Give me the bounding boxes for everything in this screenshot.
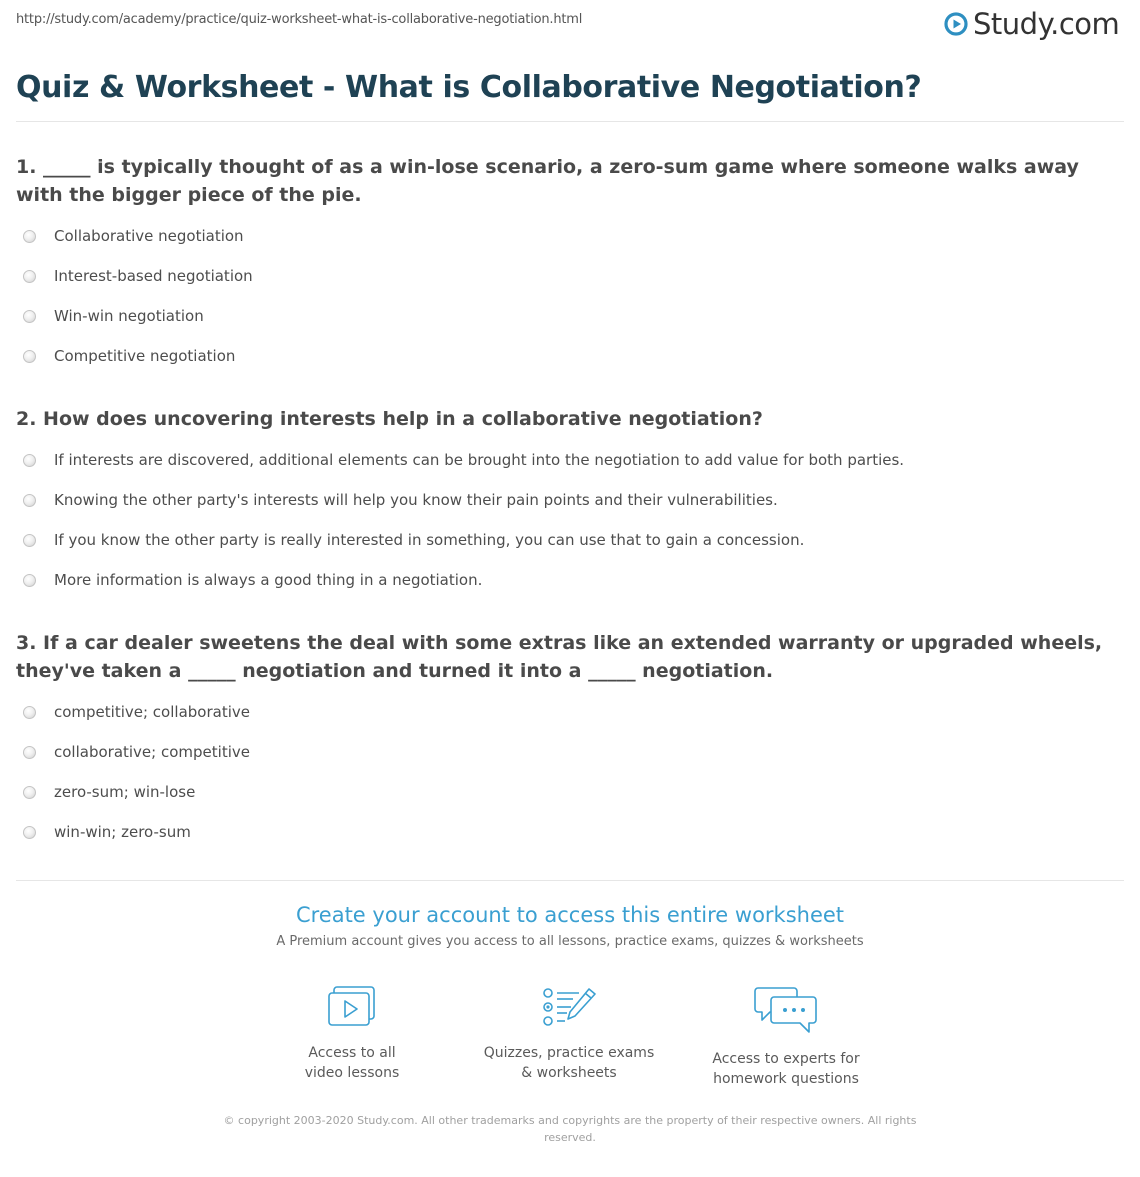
- answer-label: More information is always a good thing in a negotiation.: [54, 571, 483, 589]
- radio-button[interactable]: [23, 534, 36, 547]
- answer-label: Knowing the other party's interests will help you know their pain points and their vulnerabilities.: [54, 491, 778, 509]
- quiz-checklist-icon: [541, 985, 597, 1029]
- question-3: 3. If a car dealer sweetens the deal with some extras like an extended warranty or upgraded wheels, they've taken a _____ negotiation and turned it into a _____ negotiation.: [16, 632, 1103, 682]
- answer-label: Collaborative negotiation: [54, 227, 244, 245]
- answer-option[interactable]: [16, 520, 904, 560]
- answer-label: competitive; collaborative: [54, 703, 250, 721]
- answer-label: zero-sum; win-lose: [54, 783, 196, 801]
- answer-option[interactable]: [16, 336, 253, 376]
- page-title: Quiz & Worksheet - What is Collaborative Negotiation?: [16, 70, 922, 105]
- study-logo[interactable]: [944, 6, 1119, 42]
- radio-button[interactable]: [23, 454, 36, 467]
- answer-label: collaborative; competitive: [54, 743, 250, 761]
- radio-button[interactable]: [23, 230, 36, 243]
- answer-option[interactable]: [16, 812, 250, 852]
- feature-quizzes: [469, 985, 669, 1083]
- radio-button[interactable]: [23, 706, 36, 719]
- radio-button[interactable]: [23, 826, 36, 839]
- top-bar: [0, 0, 1140, 50]
- radio-button[interactable]: [23, 310, 36, 323]
- feature-label: Access to all video lessons: [304, 1045, 400, 1081]
- title-divider: [16, 121, 1124, 122]
- feature-video-lessons: [252, 985, 452, 1083]
- feature-experts: [686, 985, 886, 1089]
- answer-option[interactable]: [16, 480, 904, 520]
- answer-option[interactable]: [16, 440, 904, 480]
- chat-bubbles-icon: [754, 985, 818, 1035]
- video-lessons-icon: [326, 985, 378, 1029]
- question-1-options: [16, 216, 253, 376]
- answer-option[interactable]: [16, 772, 250, 812]
- cta-divider: [16, 880, 1124, 881]
- answer-option[interactable]: [16, 216, 253, 256]
- copyright-footer: © copyright 2003-2020 Study.com. All other trademarks and copyrights are the property of their respective owners. All rights reserved.: [223, 1114, 917, 1144]
- radio-button[interactable]: [23, 574, 36, 587]
- page-url[interactable]: http://study.com/academy/practice/quiz-worksheet-what-is-collaborative-negotiation.html: [16, 12, 583, 27]
- answer-option[interactable]: [16, 732, 250, 772]
- create-account-link[interactable]: Create your account to access this entire worksheet: [295, 903, 845, 927]
- answer-option[interactable]: [16, 296, 253, 336]
- answer-option[interactable]: [16, 256, 253, 296]
- question-3-options: [16, 692, 250, 852]
- answer-label: If you know the other party is really interested in something, you can use that to gain a concession.: [54, 531, 805, 549]
- question-1: 1. _____ is typically thought of as a win-lose scenario, a zero-sum game where someone walks away with the bigger piece of the pie.: [16, 156, 1079, 206]
- premium-description: A Premium account gives you access to all lessons, practice exams, quizzes & worksheets: [276, 934, 864, 949]
- feature-label: Access to experts for homework questions: [712, 1051, 860, 1087]
- radio-button[interactable]: [23, 746, 36, 759]
- answer-option[interactable]: [16, 692, 250, 732]
- answer-label: Competitive negotiation: [54, 347, 236, 365]
- answer-label: win-win; zero-sum: [54, 823, 191, 841]
- radio-button[interactable]: [23, 350, 36, 363]
- logo-text: Study.com: [973, 7, 1120, 41]
- question-2: 2. How does uncovering interests help in a collaborative negotiation?: [16, 408, 763, 430]
- radio-button[interactable]: [23, 494, 36, 507]
- play-circle-icon: [944, 12, 968, 36]
- question-2-options: [16, 440, 904, 600]
- radio-button[interactable]: [23, 786, 36, 799]
- feature-label: Quizzes, practice exams & worksheets: [483, 1045, 655, 1081]
- answer-label: If interests are discovered, additional elements can be brought into the negotiation to add value for both parties.: [54, 451, 905, 469]
- answer-option[interactable]: [16, 560, 904, 600]
- answer-label: Win-win negotiation: [54, 307, 204, 325]
- radio-button[interactable]: [23, 270, 36, 283]
- answer-label: Interest-based negotiation: [54, 267, 253, 285]
